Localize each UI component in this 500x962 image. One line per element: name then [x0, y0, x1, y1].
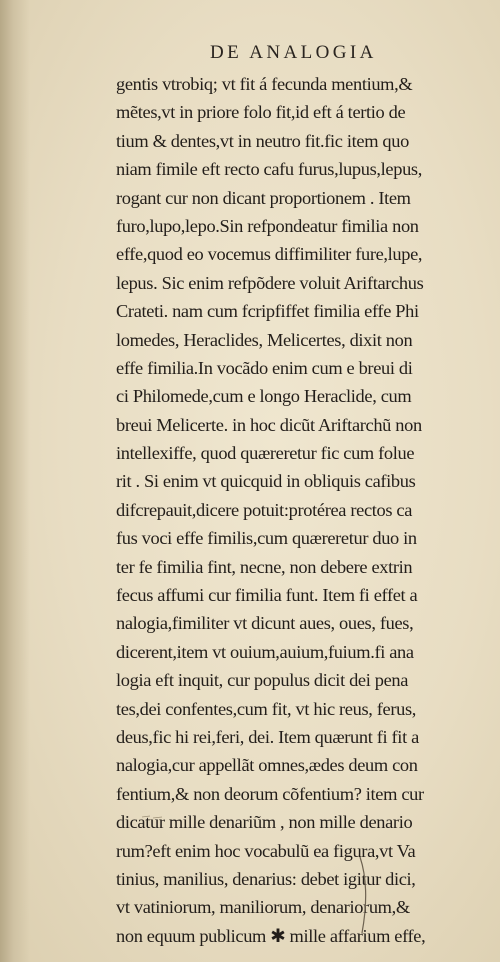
running-header: DE ANALOGIA [210, 42, 377, 63]
text-line: lepus. Sic enim refpõdere voluit Ariftarchus [116, 272, 424, 293]
text-line: ter fe fimilia fint, necne, non debere extrin [116, 556, 413, 577]
text-line: logia eft inquit, cur populus dicit dei pena [116, 670, 409, 691]
text-line: tium & dentes,vt in neutro fit.fic item quo [116, 130, 409, 151]
text-line: rit . Si enim vt quicquid in obliquis cafibus [116, 471, 416, 492]
text-line: fecus affumi cur fimilia funt. Item fi effet a [116, 585, 418, 606]
text-line: fentium,& non deorum cõfentium? item cur [116, 783, 424, 804]
text-line: dicerent,item vt ouium,auium,fuium.fi ana [116, 641, 414, 662]
page-gutter-shadow [0, 0, 30, 962]
text-line: fus voci effe fimilis,cum quæreretur duo in [116, 528, 417, 549]
text-line: rogant cur non dicant proportionem . Item [116, 187, 411, 208]
text-line: mẽtes,vt in priore folo fit,id eft á tertio de [116, 102, 406, 123]
text-line: lomedes, Heraclides, Melicertes, dixit non [116, 329, 413, 350]
text-line: nalogia,fimiliter vt dicunt aues, oues, fues, [116, 613, 414, 634]
text-line: ci Philomede,cum e longo Heraclide, cum [116, 386, 412, 407]
body-text [116, 70, 500, 950]
text-line: vt vatiniorum, maniliorum, denariorum,& [116, 897, 410, 918]
text-line: intellexiffe, quod quæreretur fic cum folue [116, 443, 415, 464]
text-line: difcrepauit,dicere potuit:protérea rectos ca [116, 499, 413, 520]
text-line: tinius, manilius, denarius: debet igitur dici, [116, 868, 416, 889]
stray-ink-mark [140, 812, 166, 822]
text-line: deus,fic hi rei,feri, dei. Item quærunt fi fit a [116, 726, 419, 747]
text-line: rum?eft enim hoc vocabulũ ea figura,vt Va [116, 840, 416, 861]
text-line: tes,dei confentes,cum fit, vt hic reus, ferus, [116, 698, 417, 719]
text-line: non equum publicum ✱ mille affarium effe, [116, 925, 426, 946]
text-line: effe,quod eo vocemus diffimiliter fure,lupe, [116, 244, 423, 265]
text-line: dicatur mille denariũm , non mille denario [116, 812, 413, 833]
text-line: breui Melicerte. in hoc dicũt Ariftarchũ non [116, 414, 422, 435]
text-line: Crateti. nam cum fcripfiffet fimilia effe Phi [116, 301, 419, 322]
text-line: niam fimile eft recto cafu furus,lupus,lepus, [116, 159, 422, 180]
text-line: nalogia,cur appellãt omnes,ædes deum con [116, 755, 418, 776]
text-line: effe fimilia.In vocãdo enim cum e breui di [116, 357, 413, 378]
text-line: furo,lupo,lepo.Sin refpondeatur fimilia non [116, 215, 419, 236]
pencil-mark [352, 855, 376, 935]
text-line: gentis vtrobiq; vt fit á fecunda mentium,& [116, 74, 413, 94]
